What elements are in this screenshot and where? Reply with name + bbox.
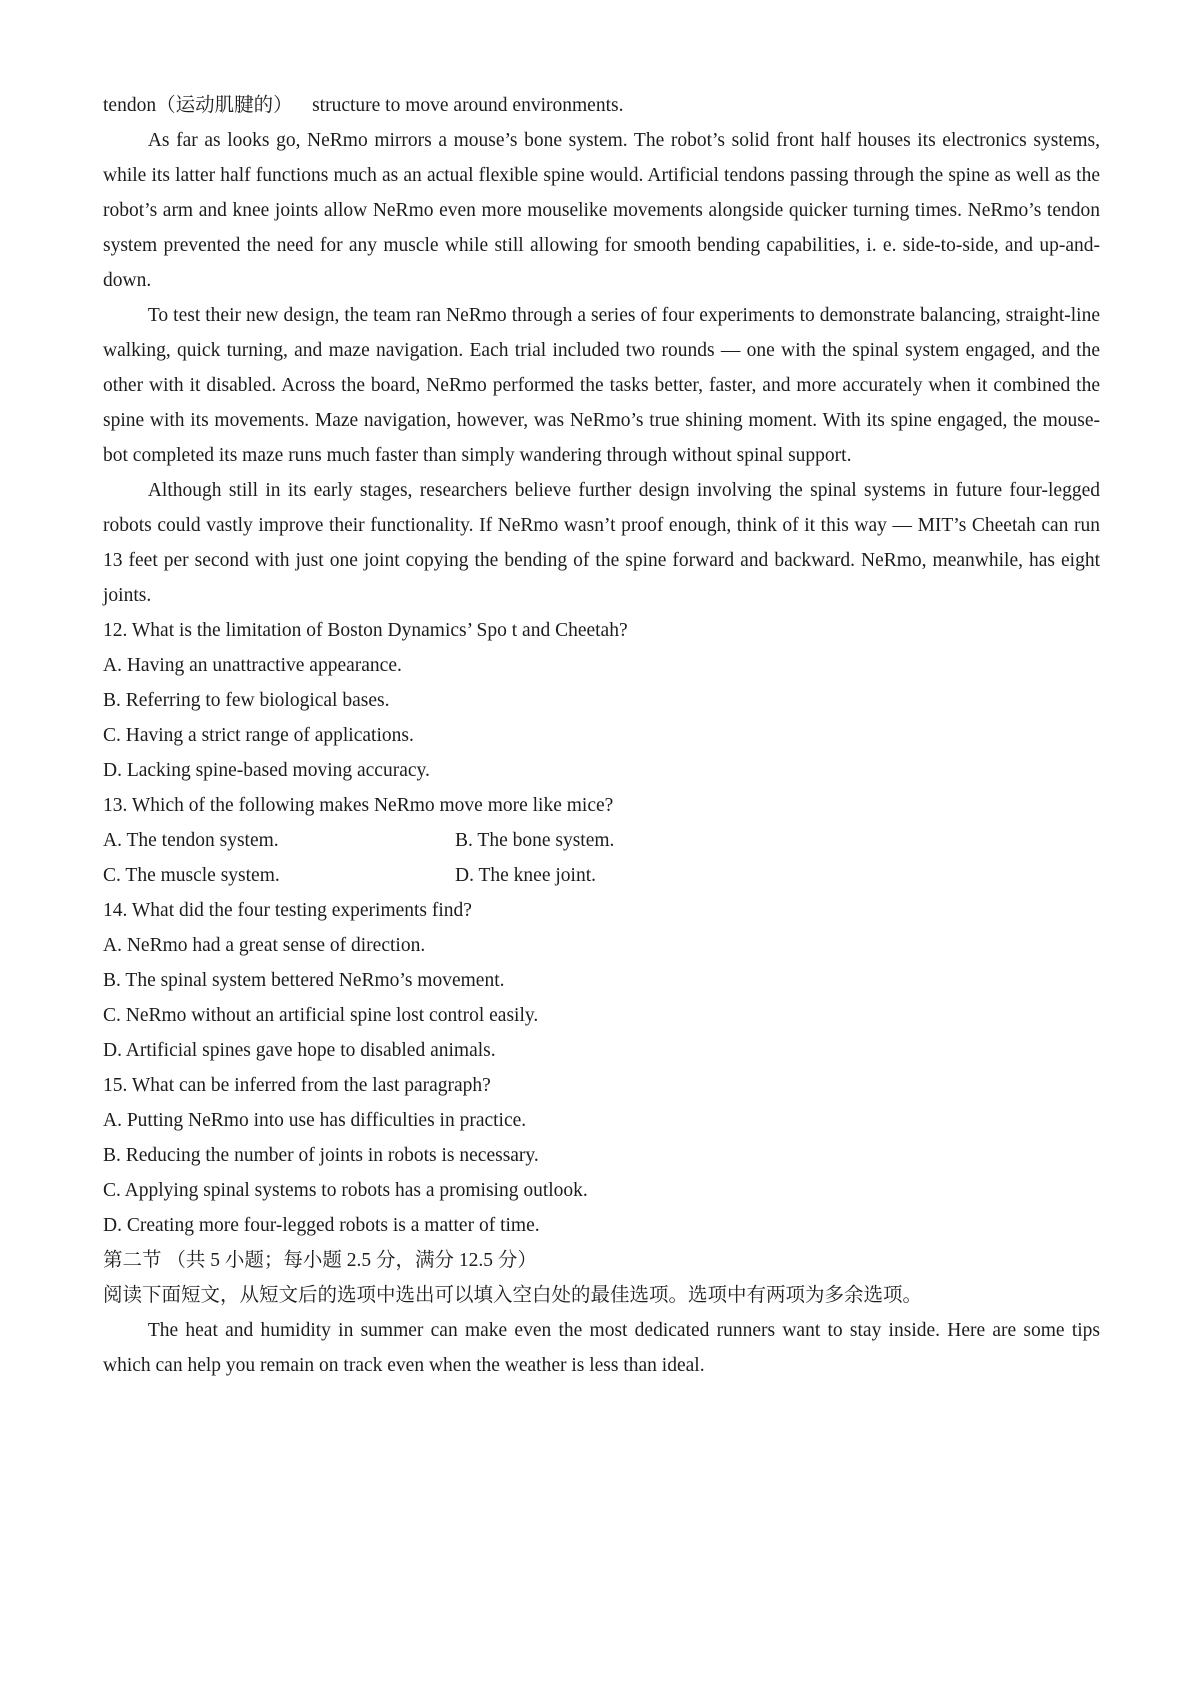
question-12-option-a: A. Having an unattractive appearance. [103, 655, 402, 676]
question-12 [103, 613, 1100, 788]
section-2 [103, 1243, 1100, 1383]
section-2-intro-paragraph: The heat and humidity in summer can make even the most dedicated runners want to stay inside. Here are some tips which can help you remain on track even when the weather is less than ideal. [103, 1320, 1100, 1376]
question-12-option-c: C. Having a strict range of applications. [103, 725, 414, 746]
question-13-option-d: D. The knee joint. [455, 865, 596, 886]
question-12-option-d: D. Lacking spine-based moving accuracy. [103, 760, 430, 781]
passage-paragraph-looks: As far as looks go, NeRmo mirrors a mouse’s bone system. The robot’s solid front half houses its electronics systems, while its latter half functions much as an actual flexible spine would. Artificial tendons passing through the spine as well as the robot’s arm and knee joints allow NeRmo even more mouselike movements alongside quicker turning times. NeRmo’s tendon system prevented the need for any muscle while still allowing for smooth bending capabilities, i. e. side-to-side, and up-and-down. [103, 130, 1100, 291]
question-12-stem: 12. What is the limitation of Boston Dynamics’ Spo t and Cheetah? [103, 620, 628, 641]
question-14-option-a: A. NeRmo had a great sense of direction. [103, 935, 426, 956]
question-13-option-row-ab [103, 823, 1100, 858]
question-15-stem: 15. What can be inferred from the last paragraph? [103, 1075, 491, 1096]
question-13-option-b: B. The bone system. [455, 830, 615, 851]
section-2-instructions: 阅读下面短文，从短文后的选项中选出可以填入空白处的最佳选项。选项中有两项为多余选项。 [103, 1285, 923, 1306]
question-15 [103, 1068, 1100, 1243]
question-15-option-a: A. Putting NeRmo into use has difficulties in practice. [103, 1110, 527, 1131]
question-14-option-d: D. Artificial spines gave hope to disabled animals. [103, 1040, 496, 1061]
passage-paragraph-future: Although still in its early stages, researchers believe further design involving the spinal systems in future four-legged robots could vastly improve their functionality. If NeRmo wasn’t proof enough, think of it this way — MIT’s Cheetah can run 13 feet per second with just one joint copying the bending of the spine forward and backward. NeRmo, meanwhile, has eight joints. [103, 480, 1100, 606]
question-14-stem: 14. What did the four testing experiments find? [103, 900, 472, 921]
question-15-option-d: D. Creating more four-legged robots is a matter of time. [103, 1215, 540, 1236]
section-2-heading: 第二节 （共 5 小题；每小题 2.5 分，满分 12.5 分） [103, 1250, 537, 1271]
question-13-stem: 13. Which of the following makes NeRmo move more like mice? [103, 795, 614, 816]
question-14 [103, 893, 1100, 1068]
passage-paragraph-test: To test their new design, the team ran NeRmo through a series of four experiments to demonstrate balancing, straight-line walking, quick turning, and maze navigation. Each trial included two rounds — one with the spinal system engaged, and the other with it disabled. Across the board, NeRmo performed the tasks better, faster, and more accurately when it combined the spine with its movements. Maze navigation, however, was NeRmo’s true shining moment. With its spine engaged, the mouse-bot completed its maze runs much faster than simply wandering through without spinal support. [103, 305, 1100, 466]
question-13 [103, 788, 1100, 893]
question-13-option-a: A. The tendon system. [103, 830, 279, 851]
question-14-option-b: B. The spinal system bettered NeRmo’s movement. [103, 970, 505, 991]
question-15-option-b: B. Reducing the number of joints in robots is necessary. [103, 1145, 539, 1166]
question-12-option-b: B. Referring to few biological bases. [103, 690, 390, 711]
question-14-option-c: C. NeRmo without an artificial spine lost control easily. [103, 1005, 539, 1026]
passage-continuation-line: tendon（运动肌腱的） structure to move around environments. [103, 95, 624, 116]
question-15-option-c: C. Applying spinal systems to robots has a promising outlook. [103, 1180, 588, 1201]
question-13-option-c: C. The muscle system. [103, 865, 280, 886]
question-13-option-row-cd [103, 858, 1100, 893]
